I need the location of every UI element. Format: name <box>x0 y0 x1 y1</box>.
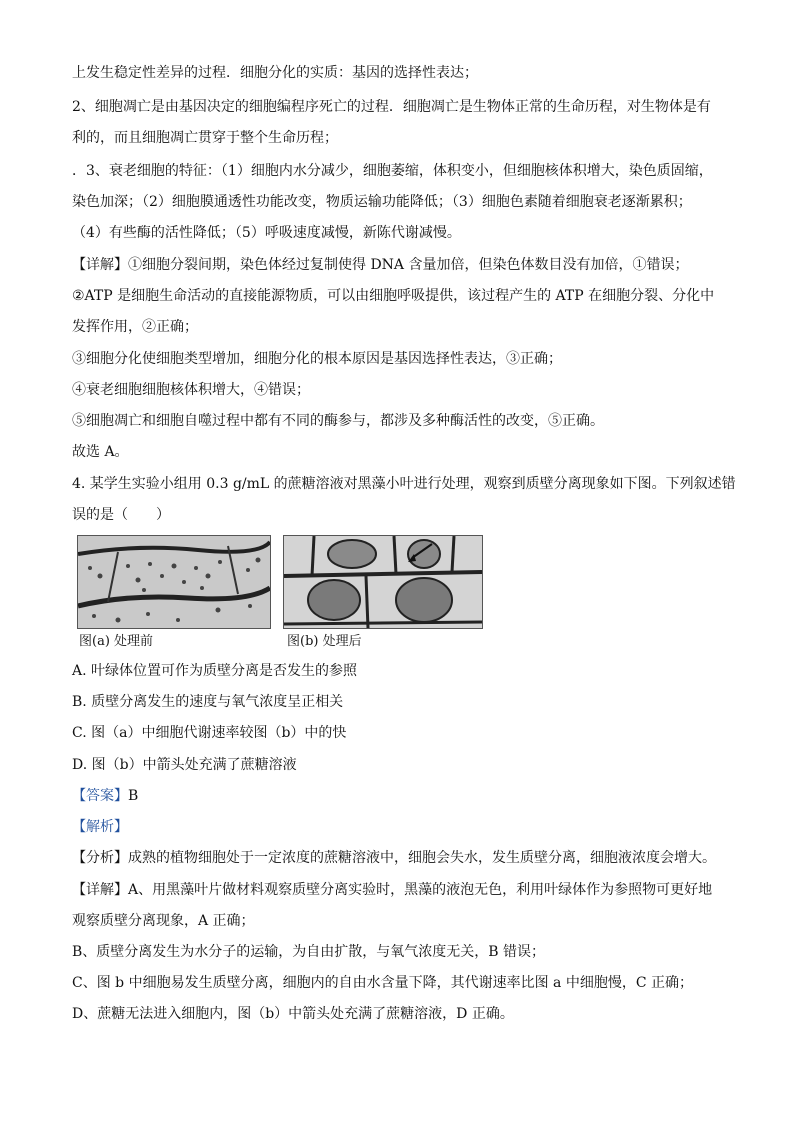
figure-b-image <box>283 535 483 629</box>
analysis-line-5: D、蔗糖无法进入细胞内，图（b）中箭头处充满了蔗糖溶液，D 正确。 <box>72 1006 514 1022</box>
text-line-4: ．3、衰老细胞的特征：（1）细胞内水分减少，细胞萎缩，体积变小，但细胞核体积增大，染色质固缩， <box>72 163 713 179</box>
detail-label: 【详解】 <box>72 257 128 273</box>
option-c: C. 图（a）中细胞代谢速率较图（b）中的快 <box>72 725 347 741</box>
detail-line-3: 发挥作用，②正确； <box>72 319 198 335</box>
text-line-2: 2、细胞凋亡是由基因决定的细胞编程序死亡的过程．细胞凋亡是生物体正常的生命历程，对生物体是有 <box>72 99 711 115</box>
detail-line-1 <box>72 256 688 274</box>
text-line-6: （4）有些酶的活性降低；（5）呼吸速度减慢，新陈代谢减慢。 <box>72 225 461 241</box>
figure-a-caption: 图(a) 处理前 <box>79 634 154 649</box>
analysis-line-4: C、图 b 中细胞易发生质壁分离，细胞内的自由水含量下降，其代谢速率比图 a 中细胞慢，C 正确； <box>72 975 693 991</box>
detail-line-4: ③细胞分化使细胞类型增加，细胞分化的根本原因是基因选择性表达，③正确； <box>72 351 562 367</box>
option-b: B. 质壁分离发生的速度与氧气浓度呈正相关 <box>72 694 344 710</box>
detail-line-2: ②ATP 是细胞生命活动的直接能源物质，可以由细胞呼吸提供，该过程产生的 ATP 在细胞分裂、分化中 <box>72 288 715 304</box>
figure-a-image <box>77 535 271 629</box>
option-d: D. 图（b）中箭头处充满了蔗糖溶液 <box>72 757 297 773</box>
text-line-5: 染色加深；（2）细胞膜通透性功能改变，物质运输功能降低；（3）细胞色素随着细胞衰老逐渐累积； <box>72 194 692 210</box>
analysis-line-3: B、质壁分离发生为水分子的运输，为自由扩散，与氧气浓度无关，B 错误； <box>72 944 546 960</box>
fenxi-label: 【分析】 <box>72 850 128 866</box>
analysis-label: 【解析】 <box>72 819 128 835</box>
text-line-1: 上发生稳定性差异的过程．细胞分化的实质：基因的选择性表达； <box>72 65 478 81</box>
answer-value: B <box>128 788 139 804</box>
detail-text-1: ①细胞分裂间期，染色体经过复制使得 DNA 含量加倍，但染色体数目没有加倍，①错误； <box>128 257 689 273</box>
analysis-line-2: 观察质壁分离现象，A 正确； <box>72 913 255 929</box>
analysis-detail-label: 【详解】 <box>72 882 128 898</box>
answer-label: 【答案】 <box>72 788 128 804</box>
detail-line-6: ⑤细胞凋亡和细胞自噬过程中都有不同的酶参与，都涉及多种酶活性的改变，⑤正确。 <box>72 413 604 429</box>
answer-line <box>72 787 138 805</box>
text-line-3: 利的，而且细胞凋亡贯穿于整个生命历程； <box>72 130 338 146</box>
detail-line-5: ④衰老细胞细胞核体积增大，④错误； <box>72 382 310 398</box>
question-line-2: 误的是（ ） <box>72 507 170 523</box>
option-a: A. 叶绿体位置可作为质壁分离是否发生的参照 <box>72 663 358 679</box>
figure-b-caption: 图(b) 处理后 <box>287 634 362 649</box>
fenxi-text: 成熟的植物细胞处于一定浓度的蔗糖溶液中，细胞会失水，发生质壁分离，细胞液浓度会增大。 <box>128 850 716 866</box>
detail-line-7: 故选 A。 <box>72 444 129 460</box>
analysis-text-1: A、用黑藻叶片做材料观察质壁分离实验时，黑藻的液泡无色，利用叶绿体作为参照物可更好地 <box>128 882 713 898</box>
question-line-1: 4. 某学生实验小组用 0.3 g/mL 的蔗糖溶液对黑藻小叶进行处理，观察到质壁分离现象如下图。下列叙述错 <box>72 476 736 492</box>
analysis-line-1 <box>72 881 712 899</box>
analysis-fenxi-line <box>72 849 716 867</box>
